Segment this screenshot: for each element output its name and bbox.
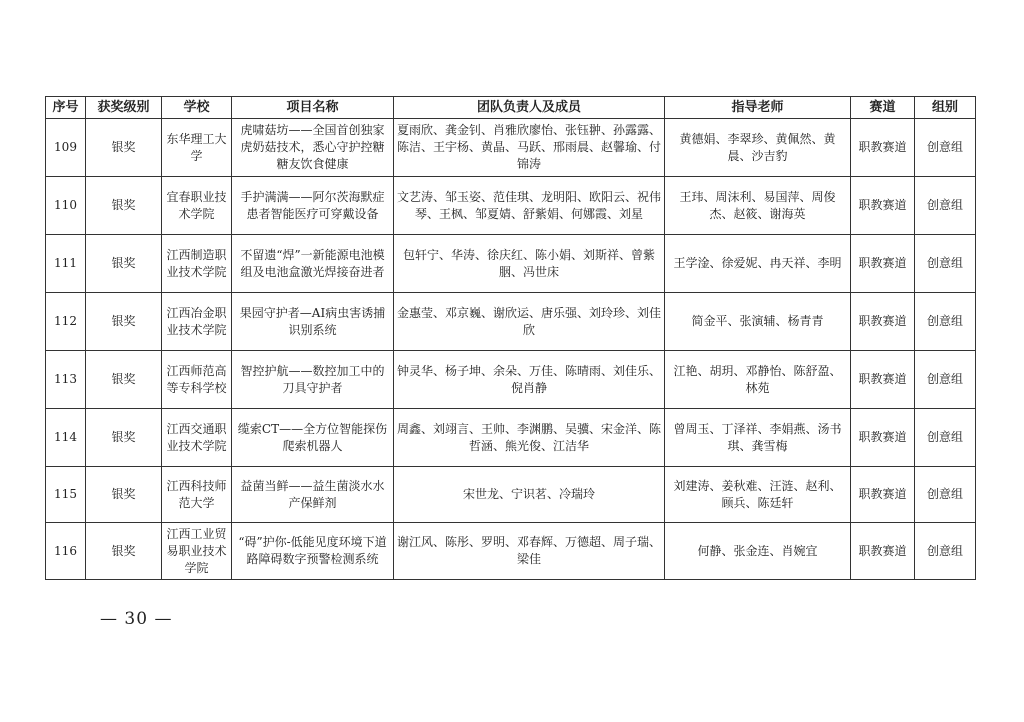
cell-group: 创意组 xyxy=(915,409,976,467)
cell-level: 银奖 xyxy=(86,177,162,235)
cell-advisors: 简金平、张演辅、杨青青 xyxy=(665,293,851,351)
cell-level: 银奖 xyxy=(86,119,162,177)
cell-group: 创意组 xyxy=(915,119,976,177)
cell-group: 创意组 xyxy=(915,293,976,351)
table-row xyxy=(46,177,976,235)
header-cell: 团队负责人及成员 xyxy=(394,97,665,119)
cell-school: 江西工业贸易职业技术学院 xyxy=(162,523,232,580)
page-number: — 30 — xyxy=(100,609,173,629)
table-row xyxy=(46,467,976,523)
cell-track: 职教赛道 xyxy=(851,351,915,409)
cell-project: 虎啸菇坊——全国首创独家虎奶菇技术，悉心守护控糖糖友饮食健康 xyxy=(232,119,394,177)
header-cell: 项目名称 xyxy=(232,97,394,119)
cell-no: 111 xyxy=(46,235,86,293)
table-row xyxy=(46,523,976,580)
cell-track: 职教赛道 xyxy=(851,235,915,293)
cell-advisors: 何静、张金连、肖婉宜 xyxy=(665,523,851,580)
cell-no: 116 xyxy=(46,523,86,580)
cell-no: 109 xyxy=(46,119,86,177)
cell-no: 114 xyxy=(46,409,86,467)
cell-no: 112 xyxy=(46,293,86,351)
cell-project: “碍”护你-低能见度环境下道路障碍数字预警检测系统 xyxy=(232,523,394,580)
cell-project: 果园守护者—AI病虫害诱捕识别系统 xyxy=(232,293,394,351)
cell-team: 宋世龙、宁识茗、冷瑞玲 xyxy=(394,467,665,523)
cell-team: 夏雨欣、龚金钊、肖雅欣廖怡、张钰翀、孙露露、陈洁、王宇杨、黄晶、马跃、邢雨晨、赵馨瑜、付锦涛 xyxy=(394,119,665,177)
cell-track: 职教赛道 xyxy=(851,177,915,235)
cell-level: 银奖 xyxy=(86,467,162,523)
cell-team: 文艺涛、邹玉姿、范佳琪、龙明阳、欧阳云、祝伟琴、王枫、邹夏婧、舒紫娟、何娜霞、刘星 xyxy=(394,177,665,235)
cell-level: 银奖 xyxy=(86,293,162,351)
table-row xyxy=(46,293,976,351)
cell-level: 银奖 xyxy=(86,523,162,580)
cell-project: 益菌当鲜——益生菌淡水水产保鲜剂 xyxy=(232,467,394,523)
cell-school: 东华理工大学 xyxy=(162,119,232,177)
cell-advisors: 王玮、周沫利、易国萍、周俊杰、赵筱、谢海英 xyxy=(665,177,851,235)
cell-no: 115 xyxy=(46,467,86,523)
cell-advisors: 曾周玉、丁泽祥、李娟燕、汤书琪、龚雪梅 xyxy=(665,409,851,467)
cell-advisors: 江艳、胡玥、邓静怡、陈舒盈、林苑 xyxy=(665,351,851,409)
cell-school: 江西制造职业技术学院 xyxy=(162,235,232,293)
cell-no: 113 xyxy=(46,351,86,409)
cell-project: 智控护航——数控加工中的刀具守护者 xyxy=(232,351,394,409)
cell-school: 宜春职业技术学院 xyxy=(162,177,232,235)
cell-track: 职教赛道 xyxy=(851,467,915,523)
cell-school: 江西科技师范大学 xyxy=(162,467,232,523)
cell-advisors: 黄德娟、李翠珍、黄佩然、黄晨、沙吉豹 xyxy=(665,119,851,177)
cell-level: 银奖 xyxy=(86,235,162,293)
cell-group: 创意组 xyxy=(915,177,976,235)
cell-advisors: 王学淦、徐爱妮、冉天祥、李明 xyxy=(665,235,851,293)
cell-team: 周鑫、刘翊言、王帅、李渊鹏、吴骥、宋金洋、陈哲涵、熊光俊、江洁华 xyxy=(394,409,665,467)
cell-group: 创意组 xyxy=(915,235,976,293)
cell-team: 包轩宁、华涛、徐庆红、陈小娟、刘斯祥、曾紫胭、冯世床 xyxy=(394,235,665,293)
table-row xyxy=(46,351,976,409)
table-row xyxy=(46,409,976,467)
header-cell: 组别 xyxy=(915,97,976,119)
table-row xyxy=(46,119,976,177)
cell-group: 创意组 xyxy=(915,523,976,580)
cell-level: 银奖 xyxy=(86,351,162,409)
header-cell: 学校 xyxy=(162,97,232,119)
cell-track: 职教赛道 xyxy=(851,523,915,580)
cell-project: 不留遗“焊”一新能源电池模组及电池盒激光焊接奋进者 xyxy=(232,235,394,293)
cell-team: 钟灵华、杨子坤、余朵、万佳、陈晴雨、刘佳乐、倪肖静 xyxy=(394,351,665,409)
cell-group: 创意组 xyxy=(915,467,976,523)
cell-school: 江西交通职业技术学院 xyxy=(162,409,232,467)
cell-school: 江西师范高等专科学校 xyxy=(162,351,232,409)
cell-group: 创意组 xyxy=(915,351,976,409)
cell-level: 银奖 xyxy=(86,409,162,467)
header-cell: 指导老师 xyxy=(665,97,851,119)
cell-school: 江西冶金职业技术学院 xyxy=(162,293,232,351)
cell-project: 手护满满——阿尔茨海默症患者智能医疗可穿戴设备 xyxy=(232,177,394,235)
header-cell: 赛道 xyxy=(851,97,915,119)
awards-table xyxy=(45,96,976,580)
cell-project: 缆索CT——全方位智能探伤爬索机器人 xyxy=(232,409,394,467)
cell-track: 职教赛道 xyxy=(851,293,915,351)
table-row xyxy=(46,235,976,293)
cell-team: 谢江风、陈彤、罗明、邓春辉、万德超、周子瑞、梁佳 xyxy=(394,523,665,580)
cell-track: 职教赛道 xyxy=(851,409,915,467)
cell-team: 金惠莹、邓京巍、谢欣运、唐乐强、刘玲珍、刘佳欣 xyxy=(394,293,665,351)
cell-advisors: 刘建涛、姜秋难、汪涟、赵利、顾兵、陈廷轩 xyxy=(665,467,851,523)
header-cell: 序号 xyxy=(46,97,86,119)
header-cell: 获奖级别 xyxy=(86,97,162,119)
cell-no: 110 xyxy=(46,177,86,235)
table-header-row xyxy=(46,97,976,119)
cell-track: 职教赛道 xyxy=(851,119,915,177)
